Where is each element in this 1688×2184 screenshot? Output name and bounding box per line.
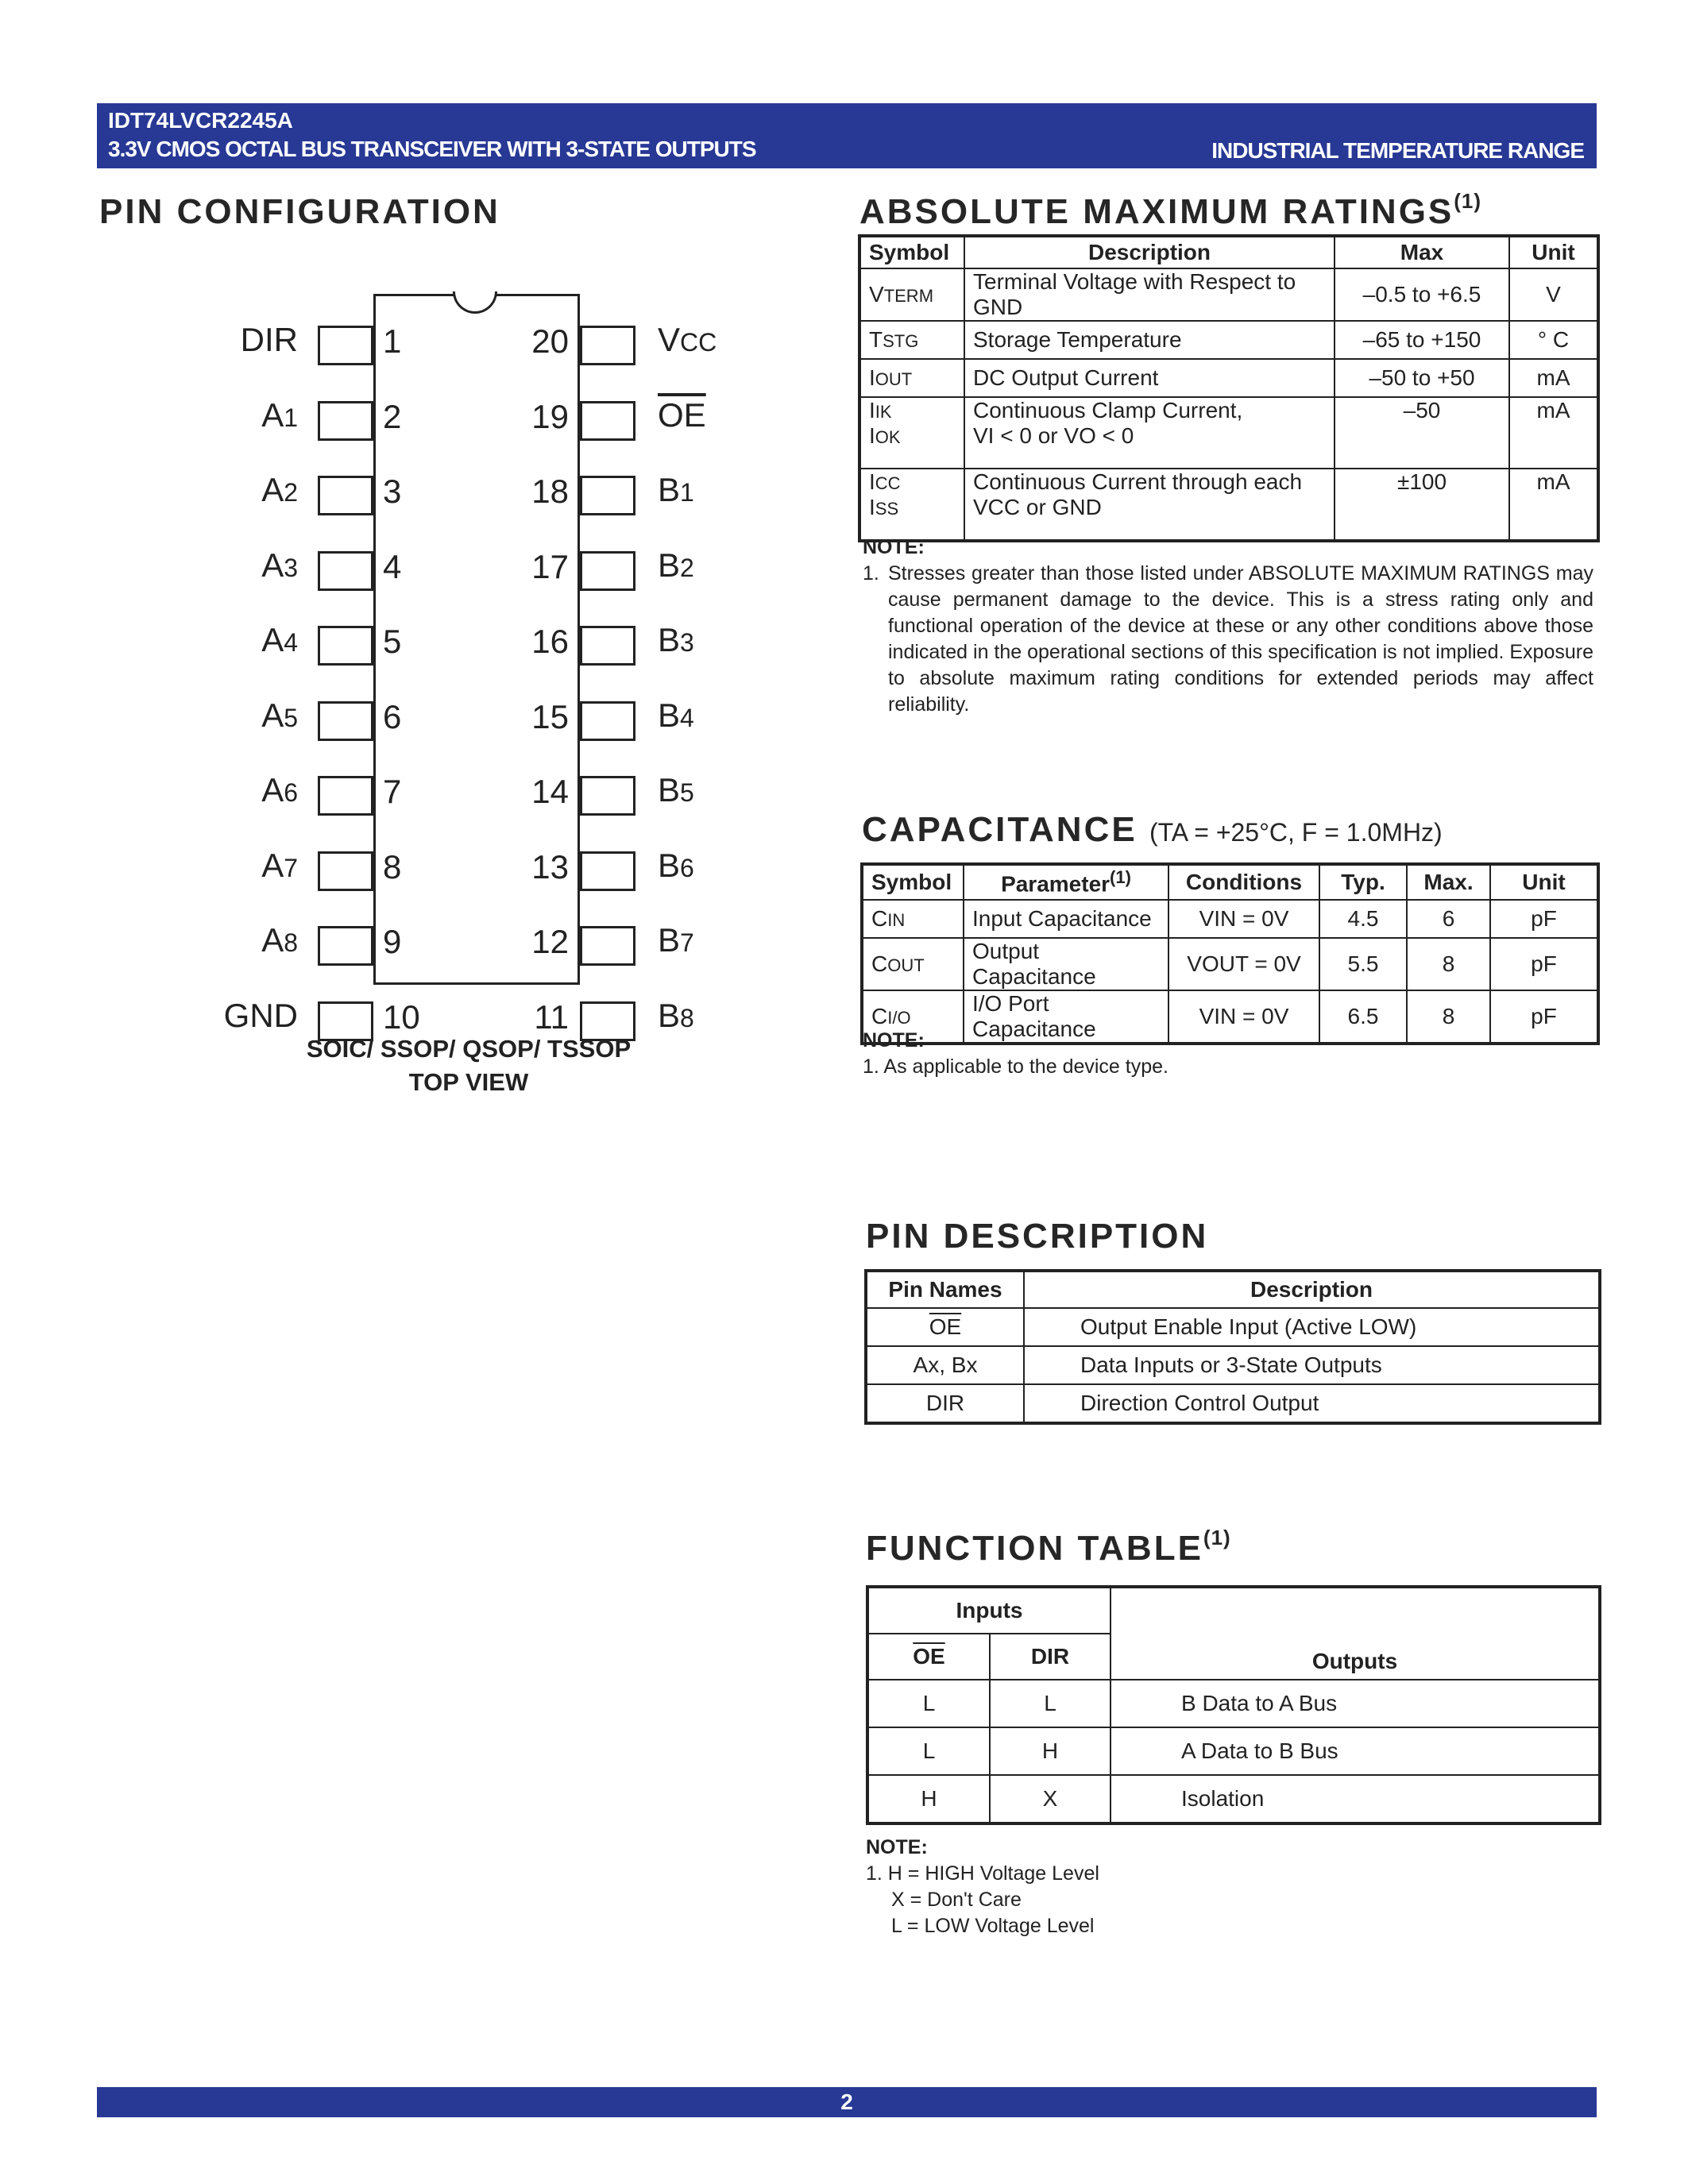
- abs-max-row: [860, 321, 1597, 359]
- abs-max-value-cell: –50: [1335, 397, 1509, 469]
- capacitance-header-symbol: Symbol: [863, 865, 964, 900]
- left-pin-label: [261, 847, 298, 885]
- abs-max-rows: [860, 268, 1597, 540]
- header-band: [97, 103, 1597, 168]
- abs-max-symbol: I: [869, 469, 875, 494]
- function-table-note-line: X = Don't Care: [891, 1889, 1022, 1911]
- pin-description-title: PIN DESCRIPTION: [866, 1217, 1209, 1256]
- abs-max-description-line: Terminal Voltage with Respect to GND: [973, 269, 1296, 319]
- right-pin-label: [658, 396, 706, 434]
- abs-max-description-line: VCC or GND: [973, 495, 1102, 519]
- right-pin-number: 15: [531, 697, 569, 735]
- abs-max-subscript: OK: [875, 427, 901, 447]
- abs-max-value-cell: –65 to +150: [1335, 321, 1509, 359]
- left-pin-name: A: [261, 771, 284, 808]
- capacitance-unit-cell: pF: [1490, 900, 1597, 938]
- abs-max-table: [859, 236, 1598, 541]
- left-pin-subscript: 6: [284, 778, 298, 807]
- abs-max-symbol: I: [869, 398, 875, 423]
- left-pin-label: [261, 921, 298, 959]
- left-pin-box: [318, 926, 373, 966]
- left-pin-box: [318, 701, 373, 741]
- left-pin-box: [318, 776, 373, 816]
- right-pin-number: 19: [531, 397, 569, 435]
- function-output-cell: A Data to B Bus: [1111, 1727, 1599, 1775]
- function-table-title-text: FUNCTION TABLE: [866, 1529, 1203, 1568]
- left-pin-subscript: 7: [284, 853, 298, 882]
- left-pin-box: [318, 551, 373, 591]
- capacitance-row: [863, 938, 1597, 990]
- left-pin-subscript: 5: [284, 703, 298, 732]
- left-pin-name: A: [261, 621, 284, 658]
- right-pin-name: B: [658, 471, 681, 508]
- abs-max-row: [860, 397, 1597, 469]
- right-pin-number: 13: [531, 847, 569, 886]
- left-pin-number: 4: [383, 547, 402, 585]
- abs-max-symbol-line: [869, 469, 956, 495]
- abs-max-description-cell: [964, 321, 1335, 359]
- footer-band: [97, 2087, 1597, 2117]
- pin-description-row: [867, 1308, 1599, 1346]
- function-table-note-line: 1. H = HIGH Voltage Level: [866, 1862, 1099, 1885]
- right-pin-subscript: 7: [680, 928, 694, 957]
- capacitance-parameter-cell: I/O Port Capacitance: [964, 990, 1168, 1043]
- capacitance-note-text: 1. As applicable to the device type.: [863, 1055, 1168, 1078]
- abs-max-symbol-line: [869, 398, 956, 423]
- abs-max-note-text: Stresses greater than those listed under ABSOLUTE MAXIMUM RATINGS may cause permanent damage to the device. This is a stress rating only and functional operation of the device at these or any other conditions above those indicated in the operational sections of this specification is not implied. Exposure to absolute maximum rating conditions for extended periods may affect reliability.: [888, 562, 1594, 716]
- capacitance-header-conditions: Conditions: [1168, 865, 1319, 900]
- abs-max-note: [863, 534, 1593, 718]
- abs-max-description-cell: [964, 359, 1335, 397]
- left-pin-label: [261, 396, 298, 434]
- capacitance-row: [863, 900, 1597, 938]
- pin-name-cell: DIR: [867, 1384, 1024, 1422]
- right-pin-number: 12: [531, 923, 569, 960]
- left-pin-number: 7: [383, 773, 402, 810]
- left-pin-box: [318, 626, 373, 666]
- capacitance-symbol: C: [871, 906, 888, 931]
- function-table: [867, 1587, 1600, 1823]
- left-pin-label: [261, 471, 298, 509]
- abs-max-symbol-line: [869, 282, 956, 307]
- abs-max-symbol-line: [869, 495, 956, 520]
- abs-max-symbol-line: [869, 327, 956, 353]
- abs-max-description-line: Continuous Current through each: [973, 469, 1303, 494]
- abs-max-symbol: I: [869, 365, 875, 390]
- function-oe-cell: L: [868, 1680, 990, 1727]
- abs-max-description-cell: [964, 469, 1335, 540]
- function-dir-cell: X: [990, 1775, 1111, 1823]
- pin-description-rows: [867, 1308, 1599, 1422]
- abs-max-value-cell: –0.5 to +6.5: [1335, 268, 1509, 321]
- abs-max-subscript: STG: [883, 331, 919, 351]
- capacitance-conditions-cell: VIN = 0V: [1168, 990, 1319, 1043]
- capacitance-max-cell: 6: [1407, 900, 1490, 938]
- temperature-range: INDUSTRIAL TEMPERATURE RANGE: [1211, 138, 1584, 163]
- capacitance-conditions: (TA = +25°C, F = 1.0MHz): [1149, 818, 1443, 847]
- capacitance-symbol: C: [871, 1004, 888, 1028]
- package-caption: [238, 1032, 699, 1099]
- right-pin-name: B: [658, 921, 681, 959]
- abs-max-unit-cell: V: [1509, 268, 1597, 321]
- right-pin-box: [580, 551, 635, 591]
- right-pin-box: [580, 701, 635, 741]
- right-pin-box: [580, 626, 635, 666]
- left-pin-number: 2: [383, 397, 402, 435]
- abs-max-unit-cell: mA: [1509, 469, 1597, 540]
- right-pin-number: 14: [531, 773, 569, 810]
- package-view: TOP VIEW: [408, 1068, 529, 1096]
- left-pin-name: A: [261, 396, 284, 434]
- capacitance-subscript: IN: [887, 910, 906, 930]
- abs-max-description-cell: [964, 397, 1335, 469]
- left-pin-number: 6: [383, 697, 402, 735]
- pin-description-cell: Output Enable Input (Active LOW): [1024, 1308, 1599, 1346]
- capacitance-conditions-cell: VIN = 0V: [1168, 900, 1319, 938]
- right-pin-label: [658, 771, 694, 809]
- abs-max-row: [860, 268, 1597, 321]
- right-pin-box: [580, 401, 635, 441]
- right-pin-box: [580, 476, 635, 515]
- function-oe-cell: L: [868, 1727, 990, 1775]
- right-pin-box: [580, 776, 635, 816]
- abs-max-symbol-cell: [860, 359, 964, 397]
- abs-max-title-text: ABSOLUTE MAXIMUM RATINGS: [859, 192, 1454, 231]
- pin-description-row: [867, 1384, 1599, 1422]
- capacitance-title: [862, 810, 1443, 850]
- right-pin-box: [580, 926, 635, 966]
- abs-max-unit-cell: mA: [1509, 397, 1597, 469]
- capacitance-subscript: OUT: [887, 955, 925, 975]
- abs-max-value-cell: ±100: [1335, 469, 1509, 540]
- abs-max-description-line: DC Output Current: [973, 365, 1159, 390]
- left-pin-name: A: [261, 921, 284, 959]
- abs-max-note-label: NOTE:: [863, 536, 925, 558]
- right-pin-label: [658, 921, 694, 959]
- package-types: SOIC/ SSOP/ QSOP/ TSSOP: [306, 1035, 632, 1063]
- capacitance-header-typ: Typ.: [1319, 865, 1407, 900]
- capacitance-unit-cell: pF: [1490, 938, 1597, 990]
- left-pin-number: 5: [383, 623, 402, 660]
- right-pin-subscript: 5: [680, 778, 694, 807]
- left-pin-subscript: 2: [284, 478, 298, 507]
- function-oe-cell: H: [868, 1775, 990, 1823]
- right-pin-number: 17: [531, 547, 569, 585]
- pin-description-table: [866, 1271, 1600, 1423]
- capacitance-note-label: NOTE:: [863, 1029, 925, 1051]
- right-pin-name: B: [658, 996, 681, 1034]
- pin-name-cell: $\overline{OE}$: [867, 1308, 1024, 1346]
- left-pin-box: [318, 326, 373, 365]
- function-dir-cell: H: [990, 1727, 1111, 1775]
- abs-max-subscript: IK: [875, 402, 892, 422]
- abs-max-description-line: Continuous Clamp Current,: [973, 398, 1243, 423]
- function-table-note-label: NOTE:: [866, 1836, 928, 1858]
- capacitance-symbol-cell: [863, 938, 964, 990]
- right-pin-label: [658, 321, 717, 359]
- capacitance-parameter-ref: (1): [1110, 867, 1131, 888]
- left-pin-label: [261, 696, 298, 735]
- function-table-oe-header: $\overline{OE}$: [868, 1634, 990, 1680]
- abs-max-symbol-cell: [860, 268, 964, 321]
- left-pin-label: [261, 546, 298, 585]
- capacitance-symbol: C: [871, 951, 888, 976]
- abs-max-title: [859, 189, 1482, 232]
- pin-description-cell: Direction Control Output: [1024, 1384, 1599, 1422]
- abs-max-description-line: VI < 0 or VO < 0: [973, 423, 1134, 448]
- capacitance-parameter-cell: Input Capacitance: [964, 900, 1168, 938]
- abs-max-row: [860, 359, 1597, 397]
- abs-max-subscript: SS: [875, 499, 899, 519]
- pin-name-cell: Ax, Bx: [867, 1346, 1024, 1384]
- right-pin-subscript: 4: [680, 703, 694, 732]
- right-pin-label: [658, 471, 694, 509]
- abs-max-header-description: Description: [964, 237, 1335, 268]
- abs-max-subscript: OUT: [875, 369, 913, 389]
- right-pin-box: [580, 851, 635, 891]
- left-pin-number: 8: [383, 847, 402, 886]
- left-pin-number: 10: [383, 997, 420, 1036]
- abs-max-unit-cell: mA: [1509, 359, 1597, 397]
- capacitance-header-unit: Unit: [1490, 865, 1597, 900]
- function-table-row: [868, 1727, 1599, 1775]
- left-pin-name: A: [261, 546, 284, 584]
- right-pin-label: [658, 621, 694, 659]
- abs-max-row: [860, 469, 1597, 540]
- left-pin-box: [318, 476, 373, 515]
- capacitance-typ-cell: 6.5: [1319, 990, 1407, 1043]
- left-pin-subscript: 8: [284, 928, 298, 957]
- function-table-row: [868, 1680, 1599, 1727]
- abs-max-symbol-line: [869, 365, 956, 391]
- left-pin-label: [224, 997, 298, 1035]
- left-pin-subscript: 3: [284, 553, 298, 582]
- abs-max-description-cell: [964, 268, 1335, 321]
- right-pin-box: [580, 326, 635, 365]
- right-pin-subscript: 6: [680, 853, 694, 882]
- abs-max-subscript: CC: [875, 473, 901, 493]
- function-dir-cell: L: [990, 1680, 1111, 1727]
- abs-max-header-row: [860, 237, 1597, 268]
- left-pin-name: DIR: [240, 321, 298, 358]
- abs-max-symbol: I: [869, 495, 875, 519]
- function-output-cell: B Data to A Bus: [1111, 1680, 1599, 1727]
- capacitance-max-cell: 8: [1407, 938, 1490, 990]
- right-pin-name: B: [658, 696, 681, 734]
- left-pin-box: [318, 401, 373, 441]
- capacitance-header-row: [863, 865, 1597, 900]
- right-pin-label: [658, 997, 694, 1035]
- function-table-outputs-header: Outputs: [1111, 1588, 1599, 1680]
- right-pin-subscript: 3: [680, 628, 694, 657]
- abs-max-symbol: V: [869, 282, 884, 307]
- right-pin-name: V: [658, 321, 681, 358]
- left-pin-name: GND: [223, 996, 298, 1034]
- capacitance-typ-cell: 5.5: [1319, 938, 1407, 990]
- capacitance-rows: [863, 900, 1597, 1043]
- capacitance-symbol-cell: [863, 900, 964, 938]
- pin-description-header-names: Pin Names: [867, 1271, 1024, 1308]
- function-table-note-line: L = LOW Voltage Level: [891, 1915, 1095, 1937]
- pin-config-title: PIN CONFIGURATION: [99, 192, 500, 231]
- function-table-title-ref: (1): [1203, 1526, 1231, 1549]
- capacitance-note: [863, 1028, 1168, 1080]
- abs-max-title-ref: (1): [1454, 189, 1482, 213]
- capacitance-conditions-cell: VOUT = 0V: [1168, 938, 1319, 990]
- capacitance-parameter-text: Parameter: [1001, 871, 1111, 897]
- capacitance-title-text: CAPACITANCE: [862, 810, 1138, 849]
- abs-max-symbol-cell: [860, 321, 964, 359]
- page-number: 2: [840, 2089, 853, 2114]
- capacitance-header-max: Max.: [1407, 865, 1490, 900]
- capacitance-max-cell: 8: [1407, 990, 1490, 1043]
- left-pin-label: [241, 321, 298, 359]
- abs-max-symbol-line: [869, 423, 956, 449]
- abs-max-symbol-cell: [860, 469, 964, 540]
- right-pin-name: B: [658, 846, 681, 884]
- right-pin-name: $\overline{OE}$: [658, 396, 706, 434]
- right-pin-label: [658, 696, 694, 735]
- document-subtitle: 3.3V CMOS OCTAL BUS TRANSCEIVER WITH 3-STATE OUTPUTS: [108, 137, 756, 161]
- right-pin-label: [658, 847, 694, 885]
- left-pin-label: [261, 771, 298, 809]
- part-number: IDT74LVCR2245A: [108, 108, 293, 133]
- function-table-inputs-header: Inputs: [868, 1588, 1111, 1634]
- abs-max-symbol: I: [869, 423, 875, 448]
- left-pin-name: A: [261, 471, 284, 508]
- capacitance-typ-cell: 4.5: [1319, 900, 1407, 938]
- right-pin-subscript: 2: [680, 553, 694, 582]
- function-table-rows: [868, 1680, 1599, 1823]
- capacitance-unit-cell: pF: [1490, 990, 1597, 1043]
- left-pin-subscript: 4: [284, 628, 298, 657]
- abs-max-value-cell: –50 to +50: [1335, 359, 1509, 397]
- left-pin-label: [261, 621, 298, 659]
- abs-max-description-line: Storage Temperature: [973, 327, 1182, 352]
- function-output-cell: Isolation: [1111, 1775, 1599, 1823]
- right-pin-name: B: [658, 621, 681, 658]
- abs-max-symbol: T: [869, 327, 883, 352]
- abs-max-header-max: Max: [1335, 237, 1509, 268]
- right-pin-name: B: [658, 771, 681, 808]
- function-table-dir-header: DIR: [990, 1634, 1111, 1680]
- pin-description-row: [867, 1346, 1599, 1384]
- function-table-title: [866, 1526, 1231, 1569]
- right-pin-number: 16: [531, 623, 569, 660]
- abs-max-subscript: TERM: [883, 286, 934, 306]
- abs-max-header-unit: Unit: [1509, 237, 1597, 268]
- function-table-group-row: [868, 1588, 1599, 1634]
- right-pin-number: 18: [531, 473, 569, 510]
- left-pin-name: A: [261, 846, 284, 884]
- pin-description-header-description: Description: [1024, 1271, 1599, 1308]
- abs-max-header-symbol: Symbol: [860, 237, 964, 268]
- left-pin-box: [318, 851, 373, 891]
- right-pin-subscript: CC: [680, 328, 717, 357]
- capacitance-header-parameter: [964, 865, 1168, 900]
- left-pin-name: A: [261, 696, 284, 734]
- right-pin-name: B: [658, 546, 681, 584]
- right-pin-subscript: 8: [680, 1003, 694, 1032]
- pin-description-cell: Data Inputs or 3-State Outputs: [1024, 1346, 1599, 1384]
- right-pin-number: 20: [531, 322, 569, 360]
- abs-max-unit-cell: ° C: [1509, 321, 1597, 359]
- abs-max-symbol-cell: [860, 397, 964, 469]
- capacitance-table: [862, 864, 1598, 1044]
- left-pin-number: 1: [383, 322, 402, 360]
- left-pin-number: 3: [383, 473, 402, 510]
- capacitance-parameter-cell: Output Capacitance: [964, 938, 1168, 990]
- capacitance-subscript: I/O: [887, 1008, 911, 1028]
- right-pin-number: 11: [534, 997, 569, 1036]
- left-pin-number: 9: [383, 923, 402, 960]
- abs-max-note-number: 1.: [863, 562, 879, 585]
- right-pin-subscript: 1: [680, 478, 694, 507]
- function-table-row: [868, 1775, 1599, 1823]
- left-pin-subscript: 1: [284, 403, 298, 432]
- function-table-note: [866, 1835, 1099, 1939]
- right-pin-label: [658, 546, 694, 585]
- pin-description-header-row: [867, 1271, 1599, 1308]
